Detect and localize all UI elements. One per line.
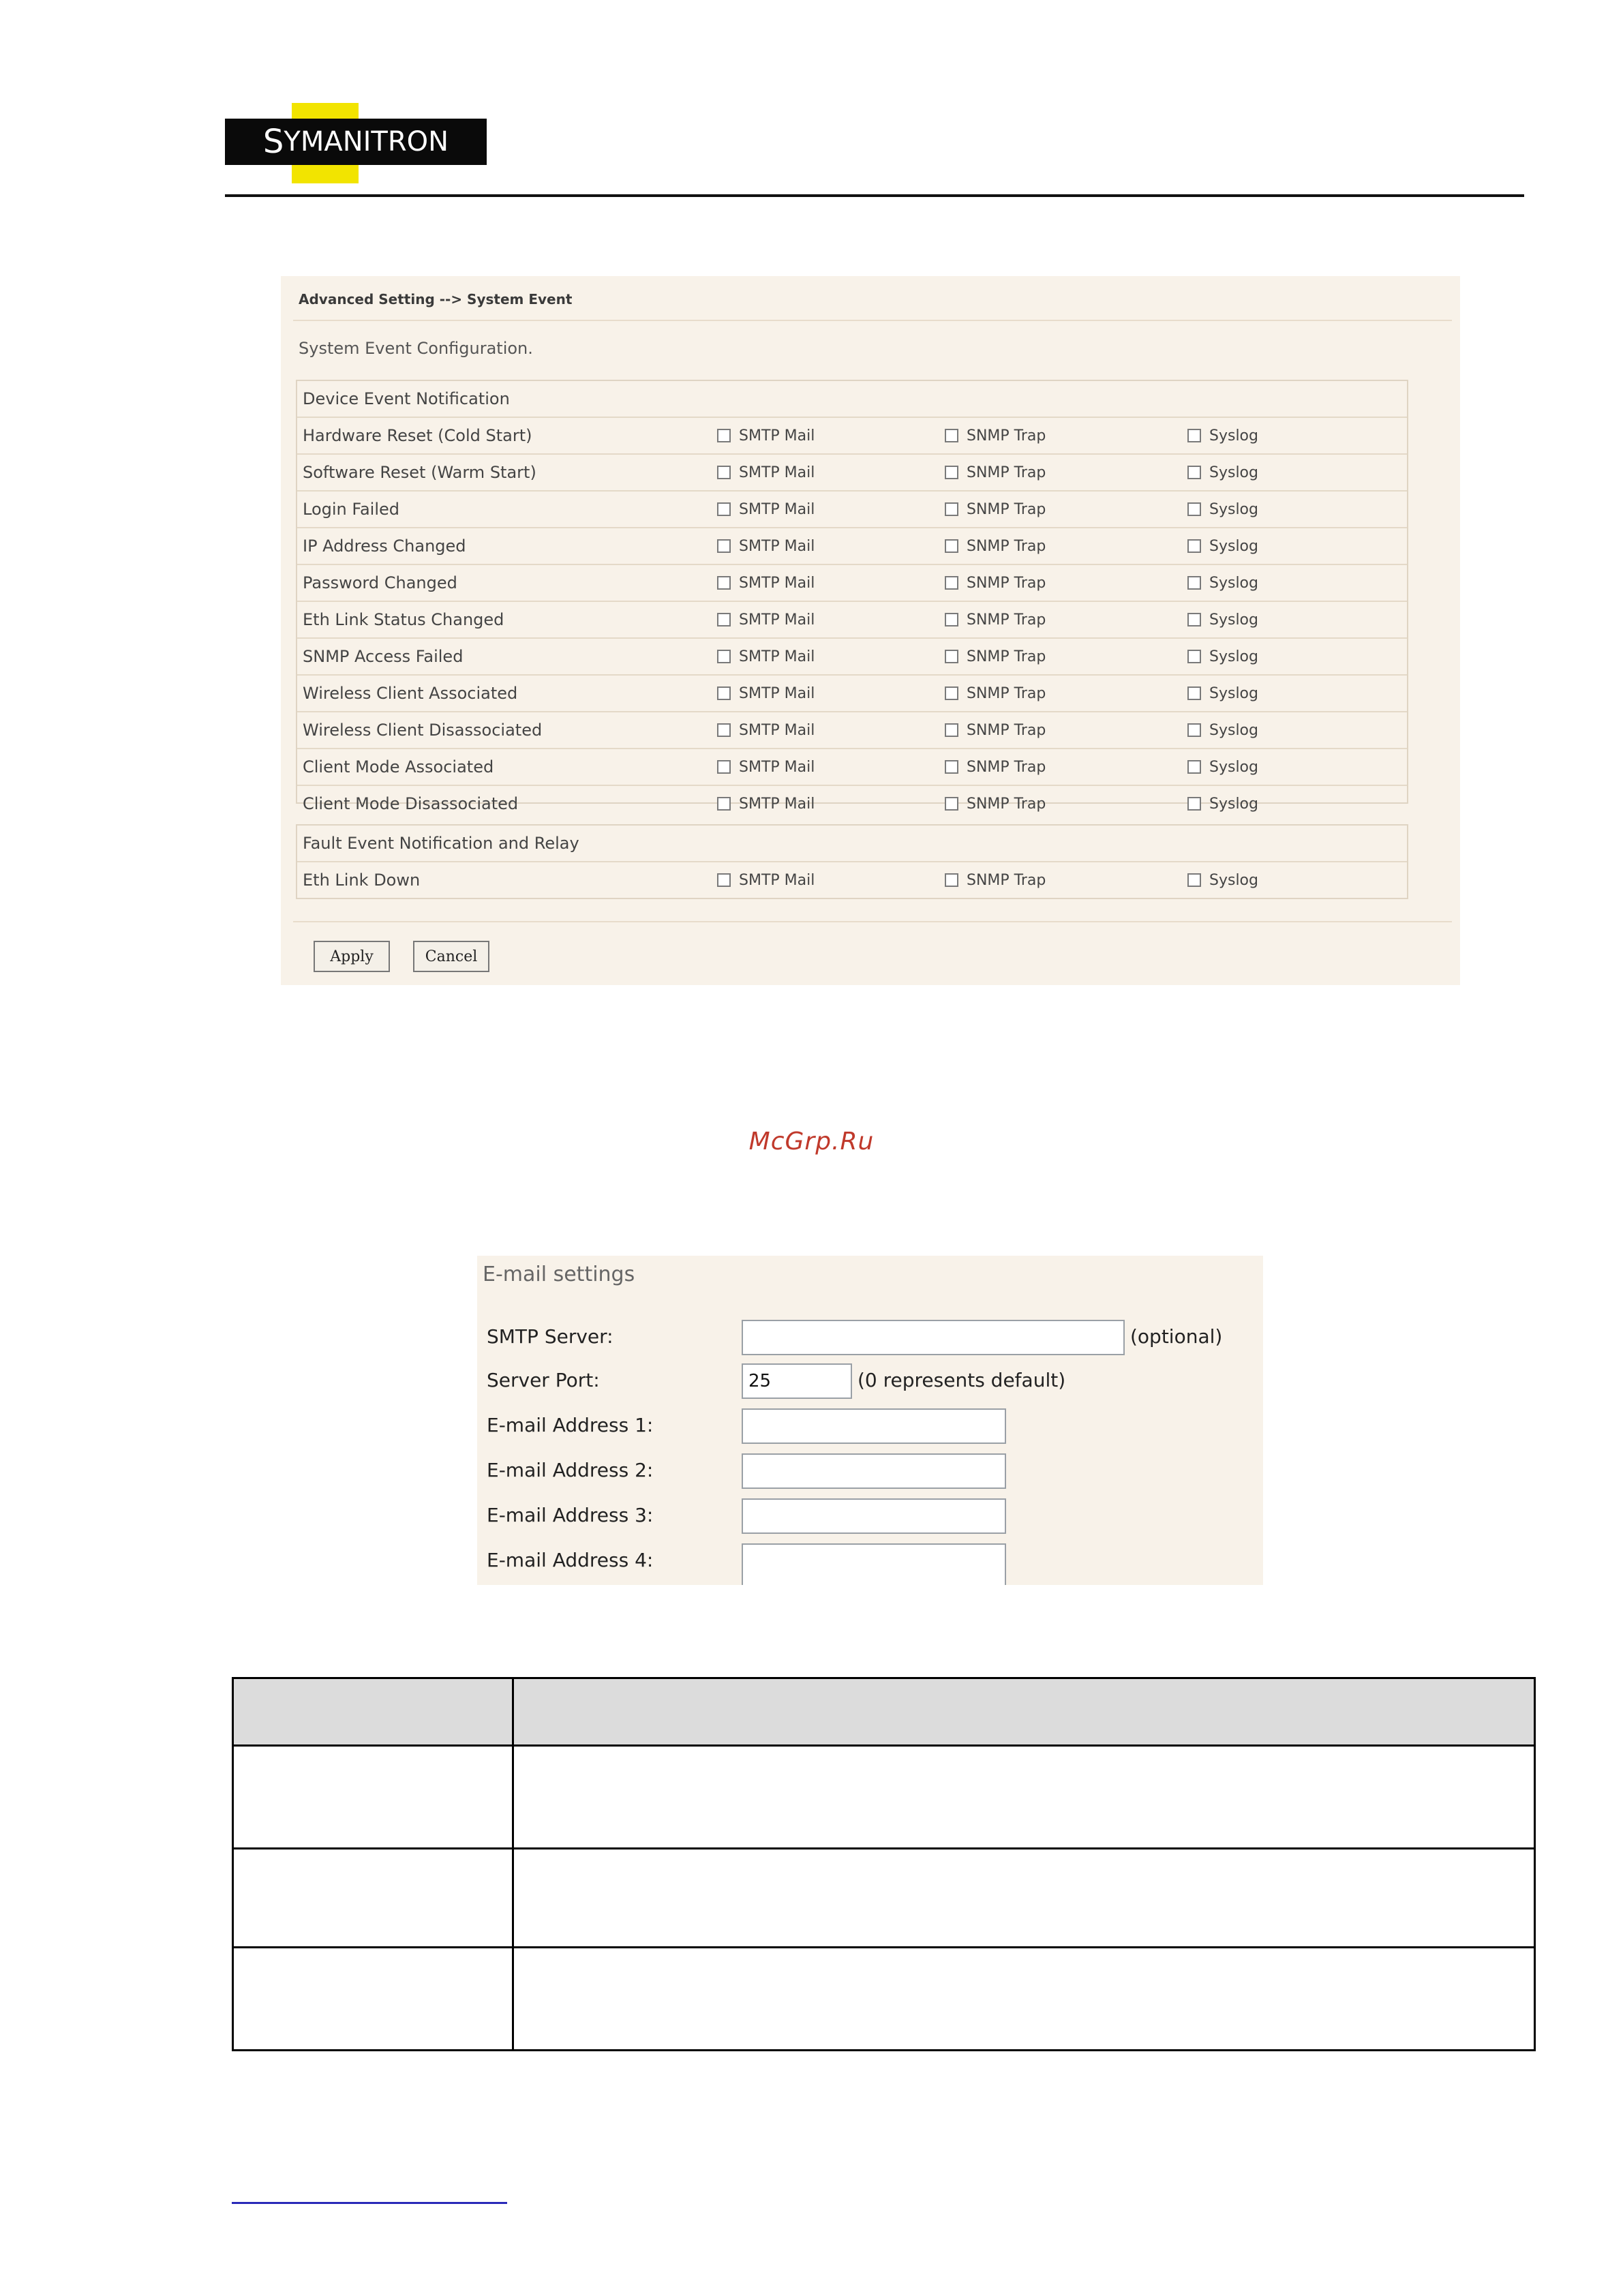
smtp-mail-label: SMTP Mail (739, 648, 815, 665)
snmp-trap-checkbox[interactable] (945, 686, 958, 700)
event-label: Wireless Client Associated (303, 684, 518, 703)
event-label: Wireless Client Disassociated (303, 721, 543, 740)
smtp-mail-option[interactable] (717, 796, 945, 813)
smtp-mail-checkbox[interactable] (717, 873, 731, 887)
syslog-checkbox[interactable] (1187, 873, 1201, 887)
table-cell (513, 1948, 1535, 2051)
smtp-mail-option[interactable] (717, 685, 945, 702)
syslog-label: Syslog (1209, 464, 1258, 481)
smtp-mail-label: SMTP Mail (739, 795, 815, 813)
smtp-mail-label: SMTP Mail (739, 871, 815, 889)
snmp-trap-checkbox[interactable] (945, 502, 958, 516)
syslog-option[interactable] (1187, 722, 1392, 739)
event-label: SNMP Access Failed (303, 647, 464, 666)
button-bar-divider (293, 921, 1452, 922)
smtp-mail-checkbox[interactable] (717, 466, 731, 479)
smtp-mail-checkbox[interactable] (717, 686, 731, 700)
table-cell (513, 1849, 1535, 1948)
syslog-checkbox[interactable] (1187, 576, 1201, 590)
event-label: Login Failed (303, 500, 400, 519)
breadcrumb: Advanced Setting --> System Event (299, 291, 573, 307)
snmp-trap-option[interactable] (945, 538, 1187, 555)
device-event-heading: Device Event Notification (297, 381, 1407, 418)
breadcrumb-divider (293, 320, 1452, 321)
event-row (297, 565, 1407, 602)
smtp-mail-checkbox[interactable] (717, 760, 731, 774)
snmp-trap-label: SNMP Trap (967, 464, 1046, 481)
syslog-label: Syslog (1209, 721, 1258, 739)
syslog-checkbox[interactable] (1187, 613, 1201, 626)
table-cell (233, 1746, 513, 1849)
symanitron-logo (225, 103, 487, 183)
smtp-mail-checkbox[interactable] (717, 539, 731, 553)
event-row (297, 749, 1407, 786)
smtp-mail-label: SMTP Mail (739, 537, 815, 555)
smtp-mail-checkbox[interactable] (717, 723, 731, 737)
email-address-3-input[interactable] (742, 1498, 1006, 1534)
syslog-checkbox[interactable] (1187, 650, 1201, 663)
event-row (297, 528, 1407, 565)
smtp-mail-checkbox[interactable] (717, 429, 731, 442)
snmp-trap-option[interactable] (945, 796, 1187, 813)
snmp-trap-label: SNMP Trap (967, 758, 1046, 776)
description-table (232, 1677, 1536, 2051)
syslog-label: Syslog (1209, 684, 1258, 702)
table-row (233, 1948, 1535, 2051)
syslog-label: Syslog (1209, 500, 1258, 518)
snmp-trap-label: SNMP Trap (967, 648, 1046, 665)
smtp-mail-checkbox[interactable] (717, 797, 731, 811)
snmp-trap-option[interactable] (945, 464, 1187, 481)
syslog-checkbox[interactable] (1187, 686, 1201, 700)
server-port-input[interactable]: 25 (742, 1363, 852, 1399)
syslog-checkbox[interactable] (1187, 797, 1201, 811)
syslog-option[interactable] (1187, 759, 1392, 776)
table-cell (233, 1948, 513, 2051)
smtp-mail-label: SMTP Mail (739, 427, 815, 444)
email-address-4-input[interactable] (742, 1543, 1006, 1585)
table-header-cell (513, 1678, 1535, 1746)
snmp-trap-option[interactable] (945, 759, 1187, 776)
device-event-notification-group (296, 380, 1408, 813)
snmp-trap-option[interactable] (945, 722, 1187, 739)
syslog-checkbox[interactable] (1187, 429, 1201, 442)
syslog-option[interactable] (1187, 538, 1392, 555)
fault-event-notification-group (296, 824, 1408, 899)
syslog-option[interactable] (1187, 685, 1392, 702)
smtp-mail-checkbox[interactable] (717, 576, 731, 590)
page-title: System Event Configuration. (299, 339, 533, 358)
event-row (297, 602, 1407, 639)
smtp-mail-option[interactable] (717, 759, 945, 776)
syslog-option[interactable] (1187, 872, 1392, 889)
syslog-option[interactable] (1187, 501, 1392, 518)
smtp-mail-label: SMTP Mail (739, 684, 815, 702)
server-port-note: (0 represents default) (858, 1369, 1066, 1391)
event-row (297, 492, 1407, 528)
table-row (233, 1849, 1535, 1948)
syslog-option[interactable] (1187, 611, 1392, 629)
smtp-mail-label: SMTP Mail (739, 758, 815, 776)
smtp-mail-option[interactable] (717, 464, 945, 481)
smtp-mail-checkbox[interactable] (717, 650, 731, 663)
event-label: Software Reset (Warm Start) (303, 463, 536, 482)
smtp-mail-option[interactable] (717, 427, 945, 444)
syslog-option[interactable] (1187, 575, 1392, 592)
server-port-label: Server Port: (487, 1369, 600, 1391)
event-label: Eth Link Status Changed (303, 610, 504, 629)
footnote-divider (232, 2202, 507, 2204)
header-divider (225, 194, 1524, 197)
email-address-2-label: E-mail Address 2: (487, 1459, 654, 1481)
table-header-cell (233, 1678, 513, 1746)
snmp-trap-checkbox[interactable] (945, 613, 958, 626)
event-label: Hardware Reset (Cold Start) (303, 426, 532, 445)
snmp-trap-checkbox[interactable] (945, 760, 958, 774)
syslog-checkbox[interactable] (1187, 760, 1201, 774)
smtp-server-label: SMTP Server: (487, 1325, 613, 1348)
syslog-label: Syslog (1209, 758, 1258, 776)
snmp-trap-checkbox[interactable] (945, 429, 958, 442)
snmp-trap-option[interactable] (945, 611, 1187, 629)
system-event-panel (281, 276, 1460, 985)
smtp-mail-checkbox[interactable] (717, 502, 731, 516)
syslog-label: Syslog (1209, 537, 1258, 555)
snmp-trap-label: SNMP Trap (967, 795, 1046, 813)
syslog-option[interactable] (1187, 427, 1392, 444)
event-row (297, 676, 1407, 712)
apply-button[interactable]: Apply (314, 941, 390, 972)
snmp-trap-checkbox[interactable] (945, 650, 958, 663)
snmp-trap-checkbox[interactable] (945, 576, 958, 590)
syslog-label: Syslog (1209, 795, 1258, 813)
smtp-mail-option[interactable] (717, 538, 945, 555)
email-address-3-label: E-mail Address 3: (487, 1504, 654, 1526)
email-address-1-label: E-mail Address 1: (487, 1414, 654, 1436)
table-cell (233, 1849, 513, 1948)
event-row (297, 786, 1407, 821)
syslog-label: Syslog (1209, 574, 1258, 592)
syslog-label: Syslog (1209, 871, 1258, 889)
snmp-trap-label: SNMP Trap (967, 871, 1046, 889)
snmp-trap-option[interactable] (945, 685, 1187, 702)
snmp-trap-checkbox[interactable] (945, 466, 958, 479)
snmp-trap-label: SNMP Trap (967, 574, 1046, 592)
snmp-trap-checkbox[interactable] (945, 723, 958, 737)
email-address-1-input[interactable] (742, 1408, 1006, 1444)
snmp-trap-checkbox[interactable] (945, 873, 958, 887)
smtp-mail-label: SMTP Mail (739, 464, 815, 481)
event-row (297, 455, 1407, 492)
smtp-mail-option[interactable] (717, 575, 945, 592)
smtp-server-note: (optional) (1130, 1325, 1223, 1348)
snmp-trap-option[interactable] (945, 575, 1187, 592)
table-header-row (233, 1678, 1535, 1746)
event-label: Eth Link Down (303, 871, 421, 890)
logo-wordmark (225, 119, 487, 165)
smtp-mail-label: SMTP Mail (739, 611, 815, 629)
snmp-trap-option[interactable] (945, 648, 1187, 665)
event-label: IP Address Changed (303, 537, 466, 556)
smtp-mail-label: SMTP Mail (739, 574, 815, 592)
snmp-trap-label: SNMP Trap (967, 537, 1046, 555)
snmp-trap-option[interactable] (945, 427, 1187, 444)
snmp-trap-label: SNMP Trap (967, 611, 1046, 629)
email-settings-title: E-mail settings (483, 1263, 635, 1286)
smtp-mail-checkbox[interactable] (717, 613, 731, 626)
cancel-button[interactable]: Cancel (413, 941, 489, 972)
snmp-trap-checkbox[interactable] (945, 797, 958, 811)
table-cell (513, 1746, 1535, 1849)
syslog-label: Syslog (1209, 648, 1258, 665)
smtp-server-input[interactable] (742, 1320, 1125, 1355)
syslog-checkbox[interactable] (1187, 502, 1201, 516)
syslog-checkbox[interactable] (1187, 723, 1201, 737)
snmp-trap-label: SNMP Trap (967, 721, 1046, 739)
syslog-checkbox[interactable] (1187, 466, 1201, 479)
syslog-label: Syslog (1209, 611, 1258, 629)
smtp-mail-option[interactable] (717, 722, 945, 739)
smtp-mail-option[interactable] (717, 648, 945, 665)
watermark: McGrp.Ru (748, 1128, 875, 1155)
snmp-trap-label: SNMP Trap (967, 684, 1046, 702)
smtp-mail-option[interactable] (717, 501, 945, 518)
logo-rest: YMANITRON (284, 126, 449, 157)
fault-event-heading: Fault Event Notification and Relay (297, 826, 1407, 862)
event-label: Client Mode Disassociated (303, 794, 519, 813)
snmp-trap-label: SNMP Trap (967, 500, 1046, 518)
smtp-mail-label: SMTP Mail (739, 721, 815, 739)
syslog-checkbox[interactable] (1187, 539, 1201, 553)
snmp-trap-checkbox[interactable] (945, 539, 958, 553)
smtp-mail-option[interactable] (717, 872, 945, 889)
syslog-option[interactable] (1187, 796, 1392, 813)
email-address-2-input[interactable] (742, 1453, 1006, 1489)
syslog-label: Syslog (1209, 427, 1258, 444)
smtp-mail-option[interactable] (717, 611, 945, 629)
event-row (297, 862, 1407, 898)
logo-initial: S (262, 123, 284, 161)
syslog-option[interactable] (1187, 464, 1392, 481)
event-row (297, 639, 1407, 676)
snmp-trap-label: SNMP Trap (967, 427, 1046, 444)
table-row (233, 1746, 1535, 1849)
email-address-4-label: E-mail Address 4: (487, 1549, 654, 1571)
smtp-mail-label: SMTP Mail (739, 500, 815, 518)
email-settings-panel (477, 1256, 1263, 1585)
event-row (297, 418, 1407, 455)
event-label: Client Mode Associated (303, 757, 494, 776)
event-label: Password Changed (303, 573, 457, 592)
snmp-trap-option[interactable] (945, 501, 1187, 518)
syslog-option[interactable] (1187, 648, 1392, 665)
event-row (297, 712, 1407, 749)
snmp-trap-option[interactable] (945, 872, 1187, 889)
